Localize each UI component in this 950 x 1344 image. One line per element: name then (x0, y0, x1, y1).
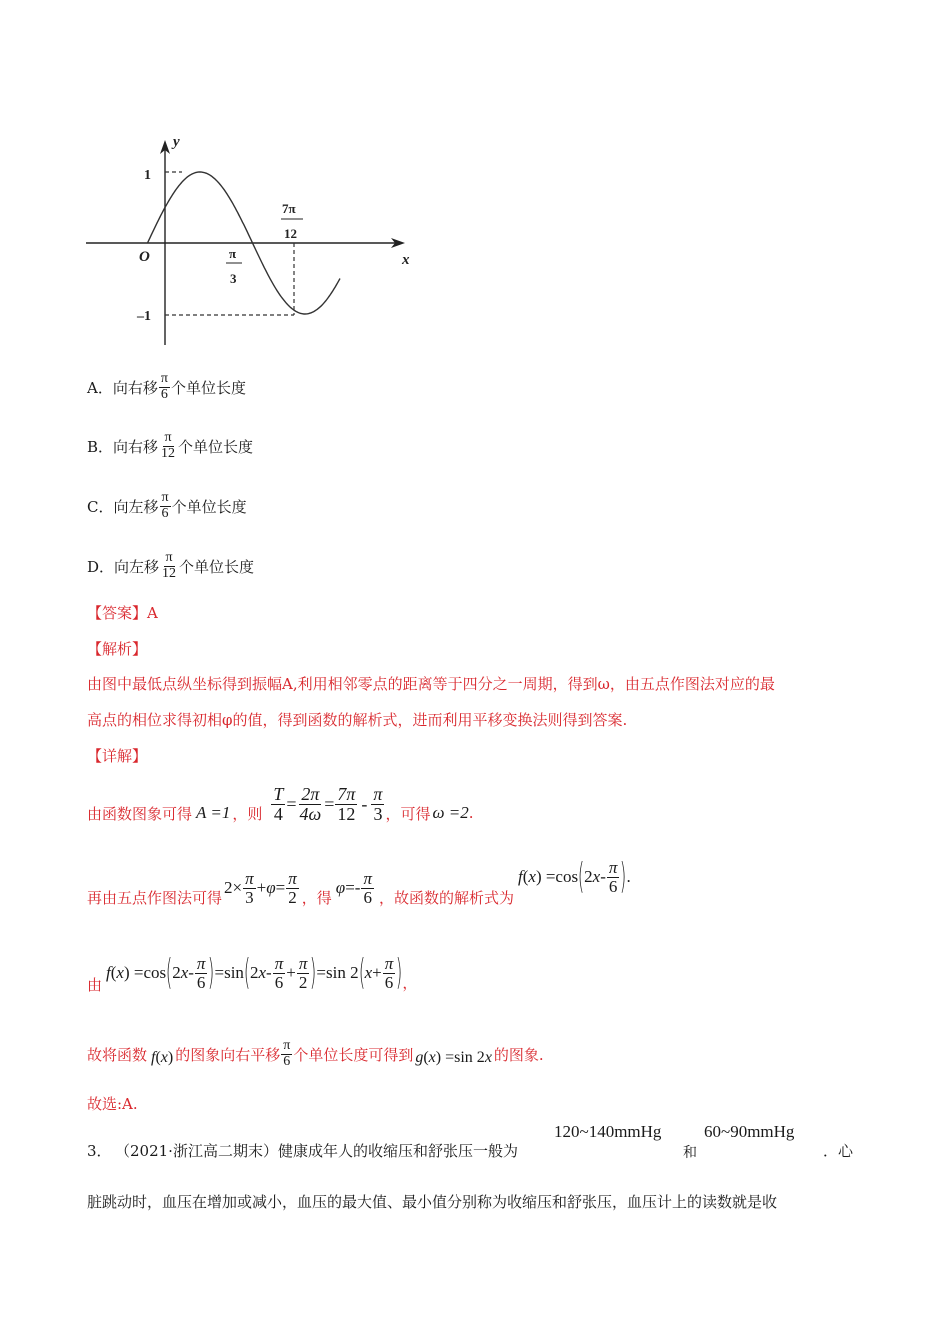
analysis-line-1: 由图中最低点纵坐标得到振幅A,利用相邻零点的距离等于四分之一周期，得到ω，由五点作图法对应的最 (87, 675, 775, 693)
origin-label: O (139, 249, 150, 265)
option-c-fraction: $\frac{\pi}{6}$ (161, 489, 169, 521)
option-b-fraction: $\frac{\pi}{12}$ (161, 429, 176, 461)
answer-label: 【答案】 (87, 604, 148, 622)
step4-fraction: $\frac{\pi}{6}$ (283, 1037, 291, 1069)
option-d-suffix: 个单位长度 (179, 557, 255, 576)
x-tick-7pi-12-num: 7π (282, 201, 296, 216)
step3-equation: f ( x ) =cos ( 2 x - $\frac{\pi}{6}$ ) =sin ( 2 x - $\frac{\pi}{6}$ + $\frac{\pi}{2}$ ) =sin 2 ( x + $\frac{\pi}{6}$ ) (106, 952, 403, 993)
step4-gx: g(x) =sin 2x (415, 1049, 492, 1066)
option-a-fraction: $\frac{\pi}{6}$ (160, 370, 168, 402)
option-d-prefix: 向左移 (114, 557, 160, 576)
step2-text-a: 再由五点作图法可得 (87, 888, 223, 907)
option-a[interactable] (87, 366, 246, 408)
detail-step-1 (87, 776, 473, 832)
option-d-fraction: $\frac{\pi}{12}$ (162, 549, 177, 581)
answer-line (87, 602, 158, 623)
problem-3-range-2: 60~90mmHg (704, 1122, 795, 1141)
problem-3-number: 3． (87, 1142, 112, 1160)
step4-text-c: 个单位长度可得到 (293, 1045, 414, 1064)
function-graph (0, 0, 420, 350)
problem-3-source: （2021·浙江高二期末）健康成年人的收缩压和舒张压一般为 (115, 1142, 518, 1160)
x-tick-7pi-12-den: 12 (284, 226, 297, 241)
option-c-letter: C． (87, 497, 114, 516)
step3-text-a: 由 (87, 975, 103, 994)
option-a-prefix: 向右移 (112, 378, 158, 397)
option-b-suffix: 个单位长度 (178, 437, 254, 456)
detail-label: 【详解】 (87, 747, 148, 765)
problem-3-line-1 (87, 1124, 867, 1164)
y-tick-1: 1 (144, 168, 151, 183)
step1-frac-pi-3: $\frac{\pi}{3}$ (373, 783, 383, 824)
step3-end: ， (402, 973, 418, 992)
step4-text-a: 故将函数 (87, 1045, 148, 1064)
option-b-prefix: 向右移 (113, 437, 159, 456)
step4-text-b: 的图象向右平移 (175, 1045, 281, 1064)
step1-omega-value: ω =2 (432, 803, 469, 822)
step1-frac-t4: $\frac{T}{4}$ (273, 783, 284, 824)
step1-text-b: ，则 (232, 804, 263, 823)
option-d-letter: D． (87, 557, 115, 576)
option-d[interactable] (87, 545, 254, 587)
problem-3-and: 和 (683, 1145, 697, 1161)
option-b[interactable] (87, 425, 253, 467)
step2-text-c: ，故函数的解析式为 (378, 888, 514, 907)
step2-equation-phase: 2× $\frac{\pi}{3}$ + φ = $\frac{\pi}{2}$ (224, 868, 297, 907)
step1-text-a: 由函数图象可得 (87, 804, 193, 823)
problem-3-range-1: 120~140mmHg (554, 1122, 662, 1141)
problem-3-tail: ．心 (823, 1142, 854, 1160)
step4-fx: f(x) (151, 1049, 174, 1066)
y-axis-label: y (173, 134, 180, 150)
detail-step-2 (87, 856, 631, 916)
step2-equation-phi: φ =- $\frac{\pi}{6}$ (335, 868, 372, 907)
step2-equation-fx: f ( x ) =cos ( 2 x - $\frac{\pi}{6}$ ) . (517, 856, 631, 897)
x-tick-pi-3-num: π (229, 246, 237, 261)
step2-text-b: ，得 (301, 888, 332, 907)
answer-value: A (147, 604, 158, 622)
step1-frac-2pi-4w: $\frac{2\pi}{4\omega}$ (299, 783, 322, 824)
analysis-line-2: 高点的相位求得初相φ的值，得到函数的解析式，进而利用平移变换法则得到答案. (87, 711, 628, 729)
problem-3-line-2: 脏跳动时，血压在增加或减小，血压的最大值、最小值分别称为收缩压和舒张压，血压计上的读数就是收 (87, 1193, 778, 1211)
option-c[interactable] (87, 485, 247, 527)
option-a-letter: A． (87, 378, 113, 397)
x-tick-pi-3-den: 3 (230, 271, 237, 286)
step1-frac-7pi-12: $\frac{7\pi}{12}$ (337, 783, 356, 824)
step1-end: . (468, 804, 474, 822)
step1-text-c: ，可得 (385, 804, 431, 823)
detail-step-4 (87, 1032, 544, 1076)
step4-text-d: 的图象. (493, 1045, 544, 1064)
option-b-letter: B． (87, 437, 114, 456)
x-axis-label: x (402, 252, 410, 268)
analysis-label: 【解析】 (87, 640, 148, 658)
step1-equation: $\frac{T}{4}$ = $\frac{2\pi}{4\omega}$ = $\frac{7\pi}{12}$ - $\frac{\pi}{3}$ (273, 783, 383, 824)
option-c-prefix: 向左移 (113, 497, 159, 516)
option-c-suffix: 个单位长度 (171, 497, 247, 516)
option-a-suffix: 个单位长度 (170, 378, 246, 397)
step1-a-value: A =1 (196, 803, 231, 822)
y-tick-minus-1: –1 (137, 309, 151, 324)
detail-step-3 (87, 945, 417, 1001)
detail-conclusion: 故选:A. (87, 1095, 138, 1113)
